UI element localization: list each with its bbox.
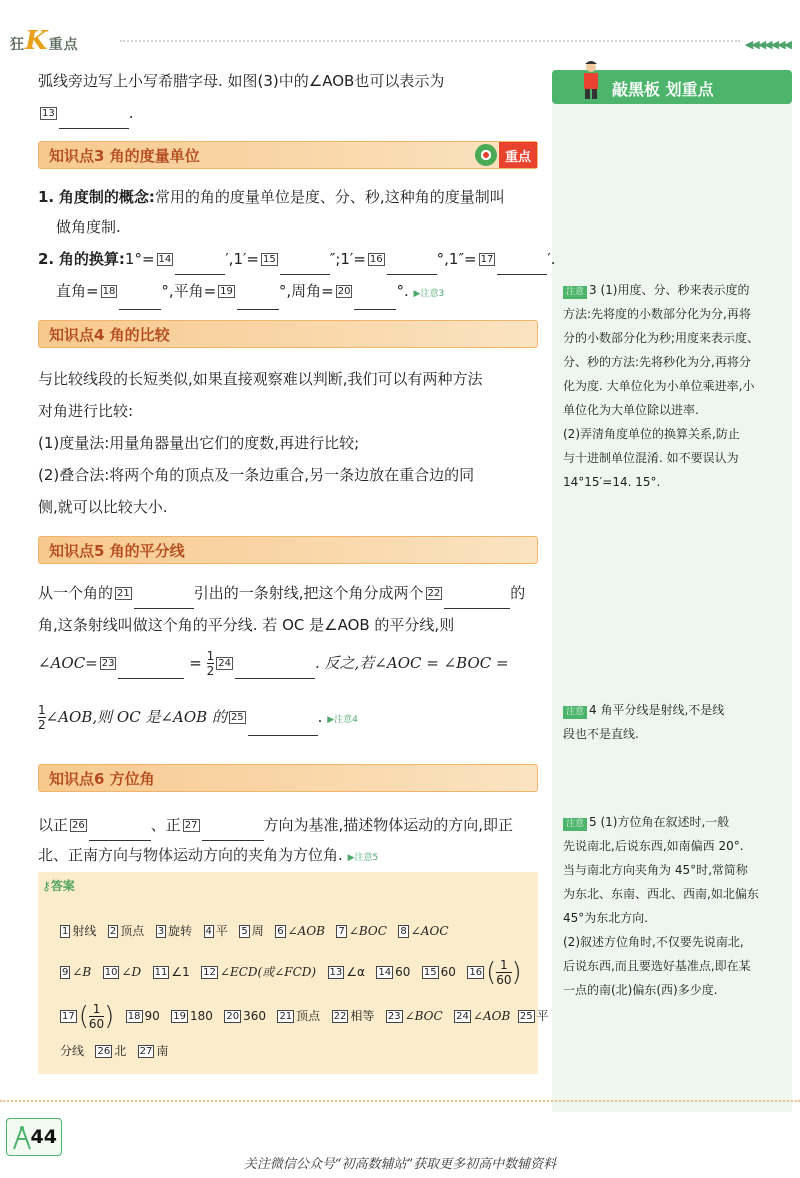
- answer-number: 9: [62, 967, 69, 978]
- k5-line1: [38, 578, 540, 609]
- answer-text: ∠BOC: [348, 924, 387, 938]
- answer-number: 7: [338, 926, 345, 937]
- note-text: (1)用度、分、秒来表示度的: [600, 283, 750, 297]
- answer-text: ∠AOB: [287, 924, 325, 938]
- answer-header: [42, 877, 75, 894]
- bottom-divider: [0, 1100, 800, 1102]
- frac-den: 2: [38, 718, 46, 732]
- frac-den: 2: [206, 664, 215, 678]
- conv-text: 1°=: [124, 250, 155, 268]
- conv-text: ′,1′=: [225, 250, 259, 268]
- conv-text: °.: [396, 282, 409, 300]
- k4-p3b: 侧,就可以比较大小.: [38, 498, 168, 516]
- conv-text: 直角=: [56, 282, 99, 300]
- item-label: 角的换算:: [58, 250, 125, 268]
- answer-item: [336, 924, 387, 938]
- answer-number: 13: [329, 967, 343, 978]
- answer-item: [328, 965, 365, 979]
- conv-text: °,1″=: [436, 250, 477, 268]
- answer-text: ∠AOC: [410, 924, 449, 938]
- answer-text: 射线: [72, 924, 97, 938]
- answer-text: ∠α: [346, 965, 365, 979]
- answer-number: 1: [62, 926, 69, 937]
- k4-p3: (2)叠合法:将两个角的顶点及一条边重合,另一条边放在重合边的同: [38, 466, 475, 484]
- answer-number: 19: [173, 1011, 186, 1022]
- answer-number: 10: [104, 967, 118, 978]
- blank-number: 21: [117, 588, 130, 599]
- text: . 反之,若∠AOC = ∠BOC =: [315, 654, 509, 672]
- note-text: 一点的南(北)偏东(西)多少度.: [563, 983, 718, 997]
- section-bar-k4: [38, 320, 538, 348]
- text: ∠AOB,则 OC 是∠AOB 的: [45, 708, 227, 726]
- answer-text: 360: [243, 1009, 266, 1023]
- note-reference-link[interactable]: ▶注意3: [413, 289, 445, 299]
- note-text: 与十进制单位混淆. 如不要误认为: [563, 451, 739, 465]
- note-tag: [563, 706, 587, 719]
- answer-text: 180: [189, 1009, 213, 1023]
- fraction-half: [38, 703, 46, 732]
- blank-number-13: 13: [42, 108, 55, 119]
- blank-number: 19: [220, 286, 233, 297]
- answer-item: [60, 924, 96, 938]
- frac-num: 1: [89, 1002, 104, 1017]
- answer-text: ∠AOB: [472, 1009, 511, 1023]
- k5-line4: [38, 702, 540, 736]
- answer-number: 16: [469, 967, 483, 978]
- answer-number: 4: [205, 926, 212, 937]
- text: ∠AOC=: [38, 654, 98, 672]
- answer-blank[interactable]: [444, 591, 510, 609]
- note-text: 单位化为大单位除以进率.: [563, 403, 699, 417]
- sidebar-note-3: [563, 278, 787, 494]
- answer-number: 3: [157, 926, 165, 937]
- note-text: 45°为东北方向.: [563, 911, 649, 925]
- answer-number: 21: [279, 1011, 293, 1022]
- answer-number: 15: [423, 967, 437, 978]
- section-title-k6: 知识点6 方位角: [49, 770, 155, 788]
- blank-number: 20: [337, 286, 351, 297]
- answer-text: 90: [144, 1009, 160, 1023]
- sidebar-header: [552, 70, 792, 104]
- intro-paragraph: [38, 66, 540, 97]
- fraction: [496, 958, 511, 987]
- k6-line2: [38, 840, 540, 874]
- answer-text: ∠BOC: [404, 1009, 443, 1023]
- sidebar-title: 敲黑板 划重点: [612, 80, 714, 99]
- k3-item2: [38, 244, 556, 275]
- answer-item: [239, 924, 263, 938]
- answer-item: [332, 1009, 375, 1023]
- k3-item1-cont: [38, 212, 540, 243]
- k5-line3: [38, 648, 540, 679]
- note-text: 分的小数部分化为秒;用度来表示度、: [563, 331, 760, 345]
- k6-line1: [38, 810, 540, 841]
- text: 从一个角的: [38, 584, 114, 602]
- conv-text: °,周角=: [278, 282, 334, 300]
- answer-item: [454, 1009, 510, 1023]
- page-number-badge: [6, 1118, 62, 1156]
- conv-text: °,平角=: [161, 282, 217, 300]
- answer-item: [153, 965, 190, 979]
- answer-blank[interactable]: [237, 292, 279, 310]
- answer-text: ∠ECD(或∠FCD): [219, 965, 317, 979]
- target-icon: [475, 144, 497, 166]
- section-title-k5: 知识点5 角的平分线: [49, 542, 185, 560]
- note-text: 角平分线是射线,不是线: [600, 703, 725, 717]
- answer-number: 20: [226, 1011, 240, 1022]
- answer-blank[interactable]: [354, 292, 396, 310]
- text: .: [317, 708, 323, 726]
- answer-item: [398, 924, 448, 938]
- note-text: 分、秒的方法:先将秒化为分,再将分: [563, 355, 751, 369]
- answer-item: [108, 924, 144, 938]
- answer-header-label: 答案: [50, 879, 75, 893]
- frac-den: 60: [496, 973, 512, 987]
- frac-num: 1: [496, 958, 511, 973]
- answer-item: [275, 924, 325, 938]
- section-title-k4: 知识点4 角的比较: [49, 326, 170, 344]
- answer-item: [224, 1009, 266, 1023]
- note-tag-label: 注意: [566, 287, 585, 297]
- answer-item: [376, 965, 410, 979]
- answer-number: 18: [127, 1011, 141, 1022]
- note-number: 4: [589, 703, 597, 717]
- note-text: (2)叙述方位角时,不仅要先说南北,: [563, 935, 744, 949]
- answer-item: [422, 965, 456, 979]
- answer-blank[interactable]: [280, 257, 330, 275]
- answer-item-fraction: 17 ( $\frac{1}{60}$ ): [62, 1001, 115, 1032]
- text: 方向为基准,描述物体运动的方向,即正: [263, 816, 514, 834]
- note-line: [563, 698, 787, 722]
- answer-blank[interactable]: [202, 823, 264, 841]
- answer-blank[interactable]: [134, 591, 194, 609]
- answer-item: [126, 1009, 160, 1023]
- sidebar-note-4: [563, 698, 787, 746]
- answer-number: 11: [154, 967, 168, 978]
- answer-item: [171, 1009, 213, 1023]
- answer-number: 23: [387, 1011, 401, 1022]
- answer-number: 12: [203, 967, 216, 978]
- answer-blank[interactable]: [175, 257, 225, 275]
- answer-item: [156, 924, 192, 938]
- section-bar-k6: [38, 764, 538, 792]
- item-label: 角度制的概念:: [58, 188, 155, 206]
- blank-number: 17: [480, 254, 494, 265]
- header-divider: [120, 40, 740, 42]
- header-arrows-icon: ◀◀◀◀◀◀◀: [744, 38, 790, 51]
- note-tag: [563, 818, 587, 831]
- answer-text: 60: [395, 965, 411, 979]
- k5-line2: 角,这条射线叫做这个角的平分线. 若 OC 是∠AOB 的平分线,则: [38, 616, 455, 634]
- answer-blank[interactable]: [118, 661, 184, 679]
- section-bar-k5: [38, 536, 538, 564]
- blank-number: 15: [262, 254, 276, 265]
- section-title-k3: 知识点3 角的度量单位: [49, 147, 200, 165]
- fraction-half: [207, 649, 215, 678]
- note-tag-label: 注意: [566, 819, 585, 829]
- frac-num: 1: [38, 703, 46, 717]
- answer-text: ∠D: [121, 965, 142, 979]
- answer-text: 相等: [350, 1009, 375, 1023]
- item-number: 2.: [38, 250, 55, 268]
- blank-number: 27: [184, 820, 198, 831]
- footer-text: 关注微信公众号“初高数辅站”获取更多初高中数辅资料: [243, 1157, 557, 1172]
- text: 以正: [38, 816, 69, 834]
- answer-number: 27: [139, 1046, 153, 1057]
- answer-number: 6: [277, 926, 284, 937]
- blank-number: 26: [72, 820, 85, 831]
- blank-number: 22: [427, 588, 441, 599]
- item-text-cont: 做角度制.: [56, 218, 121, 236]
- answer-item: [386, 1009, 443, 1023]
- note-line: [563, 810, 787, 834]
- intro-text: 弧线旁边写上小写希腊字母. 如图(3)中的∠AOB也可以表示为: [38, 72, 445, 90]
- answer-number: 2: [109, 926, 117, 937]
- frac-num: 1: [206, 649, 215, 663]
- answer-text: 旋转: [168, 924, 193, 938]
- answer-blank[interactable]: [248, 718, 318, 736]
- note-text: 先说南北,后说东西,如南偏西 20°.: [563, 839, 744, 853]
- answer-row-3: [60, 1002, 549, 1031]
- note-text: 段也不是直线.: [563, 727, 639, 741]
- answer-number: 25: [519, 1011, 533, 1022]
- answer-blank[interactable]: [235, 661, 315, 679]
- key-icon: ⚷: [42, 879, 51, 893]
- answer-number: 22: [333, 1011, 347, 1022]
- blank-number: 16: [369, 254, 383, 265]
- sidebar-note-5: [563, 810, 787, 1002]
- answer-text: ∠B: [72, 965, 92, 979]
- intro-blank-line: 13 .: [38, 98, 540, 129]
- note-text: 方法:先将度的小数部分化为分,再将: [563, 307, 751, 321]
- text: 、正: [150, 816, 181, 834]
- answer-item: [95, 1044, 126, 1058]
- blank-number: 24: [218, 658, 231, 669]
- answer-item: [204, 924, 228, 938]
- note-tag: [563, 286, 587, 299]
- answer-item: [201, 965, 316, 979]
- text: =: [189, 654, 202, 672]
- note-text: (2)弄清角度单位的换算关系,防止: [563, 427, 740, 441]
- conv-text: ′.: [547, 250, 556, 268]
- k4-p1: 与比较线段的长短类似,如果直接观察难以判断,我们可以有两种方法: [38, 370, 483, 388]
- answer-text: 顶点: [296, 1009, 321, 1023]
- blank-number: 18: [102, 286, 116, 297]
- answer-number: 17: [62, 1011, 75, 1022]
- answer-item: [60, 965, 91, 979]
- item-number: 1.: [38, 188, 55, 206]
- note-text: (1)方位角在叙述时,一般: [600, 815, 730, 829]
- answer-item-fraction: 16 ( $\frac{1}{60}$ ): [469, 957, 522, 988]
- answer-blank[interactable]: [387, 257, 437, 275]
- note-number: 3: [589, 283, 597, 297]
- answer-text: 平: [215, 924, 228, 938]
- k4-p1b: 对角进行比较:: [38, 402, 134, 420]
- answer-number: 5: [241, 926, 248, 937]
- answer-row-1: [60, 920, 449, 942]
- answer-number: 8: [400, 926, 407, 937]
- answer-number: 14: [378, 967, 392, 978]
- note-text: 为东北、东南、西北、西南,如北偏东: [563, 887, 759, 901]
- answer-text: 周: [251, 924, 264, 938]
- page-number: 44: [30, 1126, 57, 1148]
- answer-row-4: [60, 1040, 168, 1062]
- blank-number: 14: [158, 254, 172, 265]
- note-tag-label: 注意: [566, 707, 585, 717]
- note-text: 化为度. 大单位化为小单位乘进率,小: [563, 379, 755, 393]
- answer-number: 24: [456, 1011, 469, 1022]
- k3-item1: [38, 182, 540, 213]
- answer-blank[interactable]: [119, 292, 161, 310]
- note-number: 5: [589, 815, 597, 829]
- item-text: 常用的角的度量单位是度、分、秒,这种角的度量制叫: [154, 188, 505, 206]
- answer-blank-13[interactable]: [59, 111, 129, 129]
- fraction: [89, 1002, 104, 1031]
- answer-blank[interactable]: [497, 257, 547, 275]
- frac-den: 60: [88, 1017, 105, 1031]
- answer-text: ∠1: [171, 965, 190, 979]
- text: 引出的一条射线,把这个角分成两个: [193, 584, 424, 602]
- k4-p2: (1)度量法:用量角器量出它们的度数,再进行比较;: [38, 434, 360, 452]
- k3-item2-cont: [38, 276, 540, 310]
- blank-number: 25: [230, 712, 244, 723]
- answer-text: 平: [536, 1009, 549, 1023]
- note-text: 14°15′=14. 15°.: [563, 475, 661, 489]
- text: 的: [510, 584, 526, 602]
- header-logo: 狂K重点: [10, 26, 79, 56]
- key-point-badge: 重点: [499, 142, 537, 168]
- answer-text: 南: [156, 1044, 169, 1058]
- section-bar-k3: [38, 141, 538, 169]
- answer-text: 北: [114, 1044, 127, 1058]
- answer-item: [518, 1009, 549, 1023]
- answer-row-2: [60, 958, 522, 987]
- note-reference-link[interactable]: ▶注意4: [327, 715, 358, 725]
- answer-item: [138, 1044, 169, 1058]
- answer-item: [103, 965, 141, 979]
- teacher-icon: [580, 60, 602, 100]
- blank-number: 23: [101, 658, 115, 669]
- answer-number: 26: [97, 1046, 111, 1057]
- text: 北、正南方向与物体运动方向的夹角为方位角.: [38, 846, 343, 864]
- note-text: 后说东西,而且要选好基准点,即在某: [563, 959, 751, 973]
- answer-text: 60: [440, 965, 456, 979]
- answer-text: 分线: [60, 1044, 85, 1058]
- answer-text: 顶点: [120, 924, 145, 938]
- answer-blank[interactable]: [89, 823, 151, 841]
- note-text: 当与南北方向夹角为 45°时,常简称: [563, 863, 748, 877]
- conv-text: ″;1′=: [329, 250, 366, 268]
- answer-item: [277, 1009, 320, 1023]
- note-line: [563, 278, 787, 302]
- note-reference-link[interactable]: ▶注意5: [347, 853, 379, 863]
